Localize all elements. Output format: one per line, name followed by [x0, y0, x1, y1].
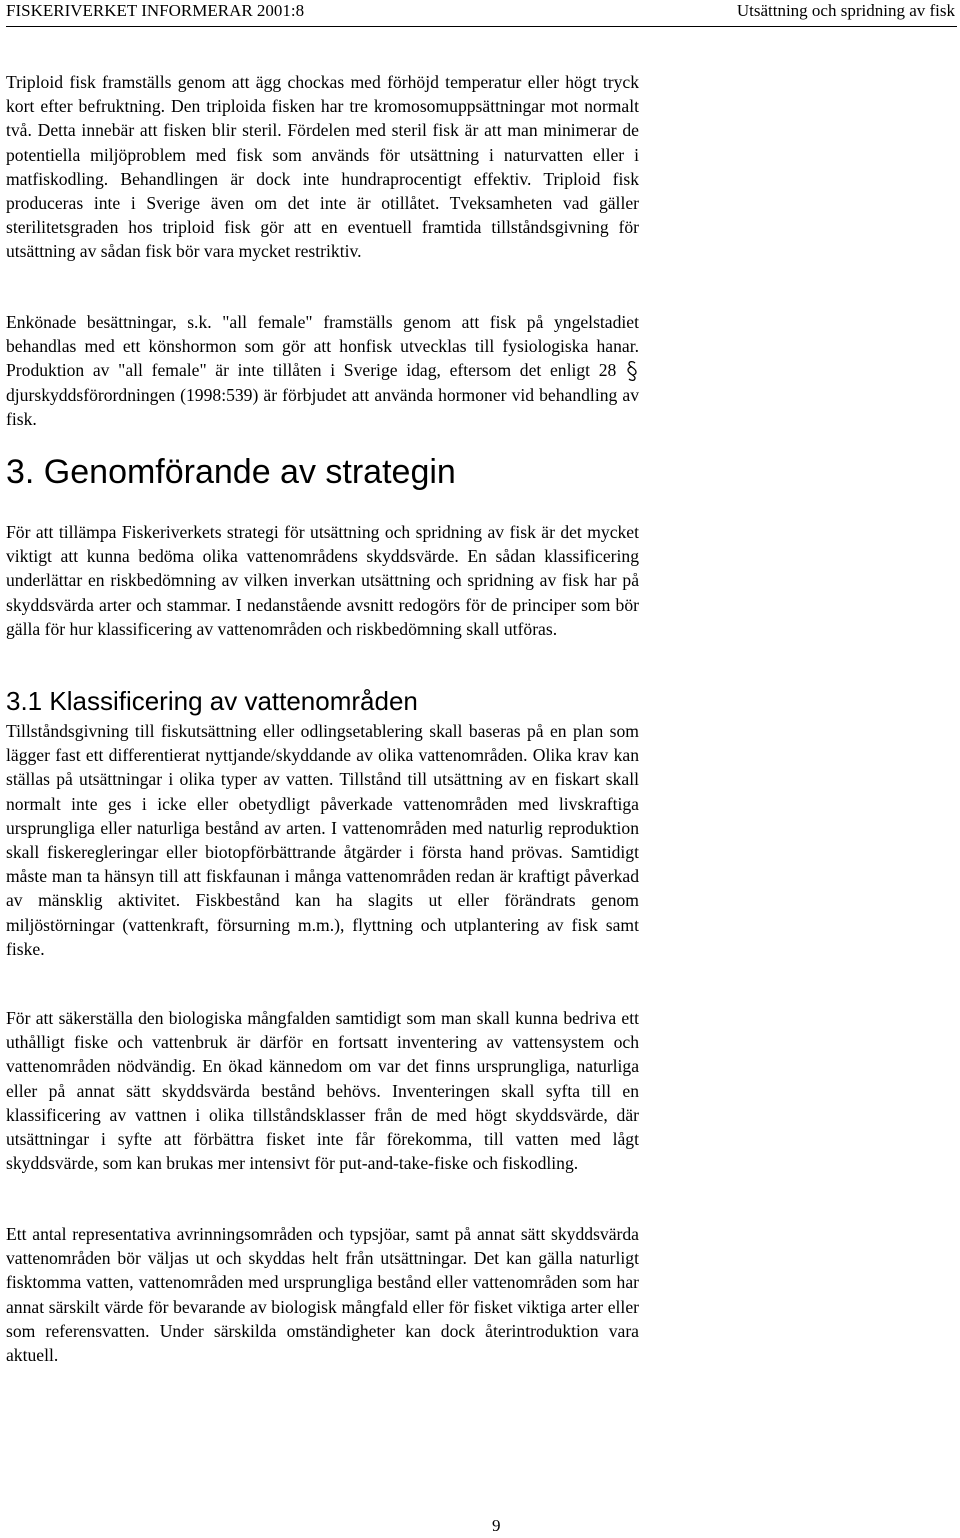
section-heading-3: 3. Genomförande av strategin [6, 453, 456, 491]
paragraph-permits: Tillståndsgivning till fiskutsättning eller odlingsetablering skall baseras på en plan som lägger fast ett differentierat nyttjande/skyddande av olika vattenområden. Olika krav kan ställas på utsättningar i olika typer av vatten. Tillstånd till utsättning av en fiskart skall normalt inte ges i icke eller obetydligt påverkade vattenområden med livskraftiga ursprungliga eller naturliga bestånd av arten. I vattenområden med naturlig reproduktion skall fiskeregleringar eller biotopförbättrande åtgärder i första hand prövas. Samtidigt måste man ta hänsyn till att fiskfaunan i många vattenområden redan är kraftigt påverkad av mänsklig aktivitet. Fiskbestånd kan ha slagits ut eller förändrats genom miljöstörningar (vattenkraft, försurning m.m.), flyttning och utplantering av fisk samt fiske. [6, 721, 639, 959]
running-header [6, 0, 957, 27]
page-number: 9 [492, 1516, 501, 1535]
paragraph-all-female-text-a: Enkönade besättningar, s.k. "all female" framställs genom att fisk på yngelstadiet behandlas med ett könshormon som gör att honfisk utvecklas till fysiologiska hanar. Produktion av "all female" är inte tillåten i Sverige idag, eftersom det enligt 28 [6, 312, 639, 381]
paragraph-inventory: För att säkerställa den biologiska mångfalden samtidigt som man skall kunna bedriva ett uthålligt fiske och vattenbruk är därför en fortsatt inventering av vattensystem och vattenområden nödvändig. En ökad kännedom om var det finns ursprungliga, naturliga eller på annat sätt skyddsvärda bestånd behövs. Inventeringen skall syfta till en klassificering av vattnen i olika tillståndsklasser från de med högt skyddsvärde, där utsättningar i syfte att förbättra fisket inte får förekomma, till vatten med lågt skyddsvärde, som kan brukas mer intensivt för put-and-take-fiske och fiskodling. [6, 1008, 639, 1174]
subsection-heading-3-1: 3.1 Klassificering av vattenområden [6, 686, 418, 716]
paragraph-strategy: För att tillämpa Fiskeriverkets strategi för utsättning och spridning av fisk är det mycket viktigt att kunna bedöma olika vattenområdens skyddsvärde. En sådan klassificering underlättar en riskbedömning av vilken inverkan utsättning och spridning av fisk har på skyddsvärda arter och stammar. I nedanstående avsnitt redogörs för de principer som bör gälla för hur klassificering av vattenområden och riskbedömning skall utföras. [6, 522, 639, 639]
paragraph-all-female [6, 310, 639, 431]
header-title: Utsättning och spridning av fisk [736, 1, 955, 20]
section-sign-icon [625, 360, 639, 382]
header-publication: FISKERIVERKET INFORMERAR 2001:8 [6, 1, 305, 20]
paragraph-triploid: Triploid fisk framställs genom att ägg chockas med förhöjd temperatur eller högt tryck kort efter befruktning. Den triploida fisken har tre kromosomuppsättningar mot normalt två. Detta innebär att fisken blir steril. Fördelen med steril fisk är att man minimerar de potentiella miljöproblem med fisk som används för utsättning i naturvatten eller i matfiskodling. Behandlingen är dock inte hundraprocentigt effektiv. Triploid fisk produceras inte i Sverige även om det inte är otillåtet. Tveksamheten vad gäller sterilitetsgraden hos triploid fisk gör att en eventuell framtida tillståndsgivning för utsättning av sådan fisk bör vara mycket restriktiv. [6, 72, 639, 262]
paragraph-reference-areas: Ett antal representativa avrinningsområden och typsjöar, samt på annat sätt skyddsvärda vattenområden bör väljas ut och skyddas helt från utsättningar. Det kan gälla naturligt fisktomma vatten, vattenområden med ursprungliga bestånd eller vattenområden som har annat särskilt värde för bevarande av biologisk mångfald eller för fisket viktiga arter eller som referensvatten. Under särskilda omständigheter kan dock återintroduktion vara aktuell. [6, 1224, 639, 1366]
paragraph-all-female-text-b: djurskyddsförordningen (1998:539) är förbjudet att använda hormoner vid behandling av fisk. [6, 384, 639, 429]
